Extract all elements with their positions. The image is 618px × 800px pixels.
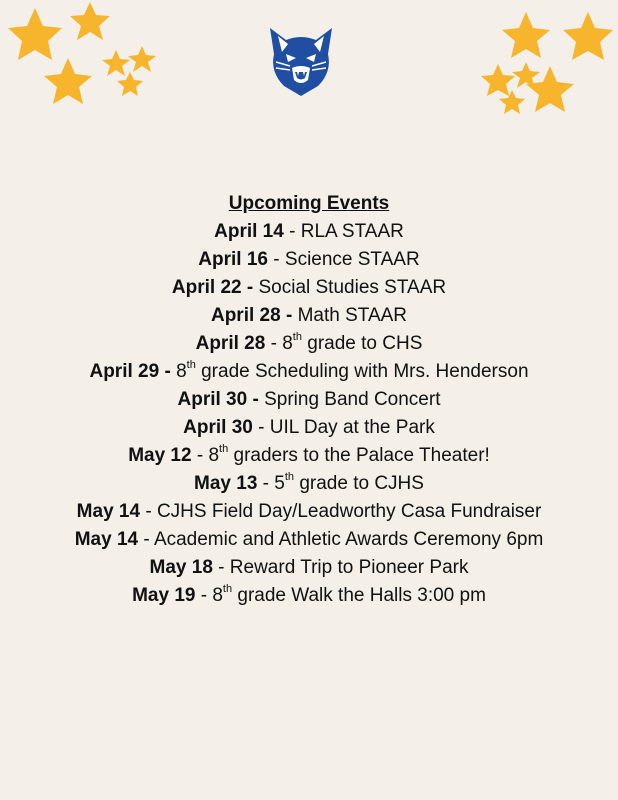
event-ordinal-suffix: th [186,358,196,371]
star-icon [44,58,92,104]
event-description: Spring Band Concert [264,389,441,410]
event-description: Reward Trip to Pioneer Park [229,557,469,578]
event-row [0,358,618,386]
event-row [0,386,618,414]
event-description: graders to the Palace Theater! [228,445,490,466]
upcoming-events [0,190,618,610]
event-list [0,218,618,610]
star-icon [117,72,143,96]
star-icon [563,12,613,60]
event-row [0,302,618,330]
events-title: Upcoming Events [228,193,390,214]
event-row [0,582,618,610]
event-description: Social Studies STAAR [258,277,447,298]
event-row [0,246,618,274]
event-date: April 14 [214,221,284,242]
star-icon [499,90,525,114]
event-description: UIL Day at the Park [269,417,435,438]
event-description: Academic and Athletic Awards Ceremony 6pm [153,529,544,550]
event-date: May 18 [149,557,213,578]
star-icon [8,8,62,60]
event-separator: - [265,333,283,354]
event-date: May 13 [194,473,258,494]
event-description: grade to CHS [301,333,423,354]
event-row [0,442,618,470]
event-separator: - [140,501,157,522]
event-date: May 14 [74,529,139,550]
star-icon [70,2,110,40]
event-date: May 14 [76,501,141,522]
event-date: April 28 [195,333,266,354]
event-description: Math STAAR [297,305,408,326]
event-description: grade Walk the Halls 3:00 pm [232,585,486,606]
event-ordinal-suffix: th [292,330,302,343]
event-row [0,218,618,246]
event-separator: - [268,249,285,270]
event-row [0,526,618,554]
event-ordinal: 8 [282,333,293,354]
event-ordinal-suffix: th [222,582,233,595]
event-date: May 12 [128,445,192,466]
event-row [0,498,618,526]
star-icon [502,12,550,58]
event-description: RLA STAAR [300,221,404,242]
wildcat-logo [266,22,336,98]
event-row [0,554,618,582]
event-date: April 30 - [177,389,259,410]
event-date: April 28 - [210,305,293,326]
star-cluster-right [478,0,618,120]
event-separator: - [191,445,209,466]
event-ordinal: 5 [274,473,285,494]
event-description: Science STAAR [284,249,420,270]
star-icon [102,50,130,76]
event-ordinal-suffix: th [284,470,295,483]
event-ordinal: 8 [176,361,187,382]
event-date: April 22 - [171,277,254,298]
event-date: May 19 [132,585,196,606]
event-date: April 16 [198,249,268,270]
event-row [0,330,618,358]
event-row [0,274,618,302]
event-separator: - [195,585,213,606]
event-description: grade to CJHS [294,473,424,494]
event-separator: - [138,529,154,550]
event-ordinal: 8 [212,585,223,606]
star-cluster-left [0,0,170,120]
event-ordinal: 8 [208,445,220,466]
star-icon [128,46,156,72]
event-separator: - [212,557,230,578]
event-separator: - [252,417,270,438]
event-separator: - [283,221,301,242]
star-icon [481,64,515,96]
event-row [0,470,618,498]
event-ordinal-suffix: th [219,442,229,455]
event-description: grade Scheduling with Mrs. Henderson [195,361,529,382]
event-row [0,414,618,442]
event-date: April 30 [183,417,253,438]
event-separator: - [257,473,275,494]
event-date: April 29 - [89,361,171,382]
event-description: CJHS Field Day/Leadworthy Casa Fundraiser [156,501,542,522]
